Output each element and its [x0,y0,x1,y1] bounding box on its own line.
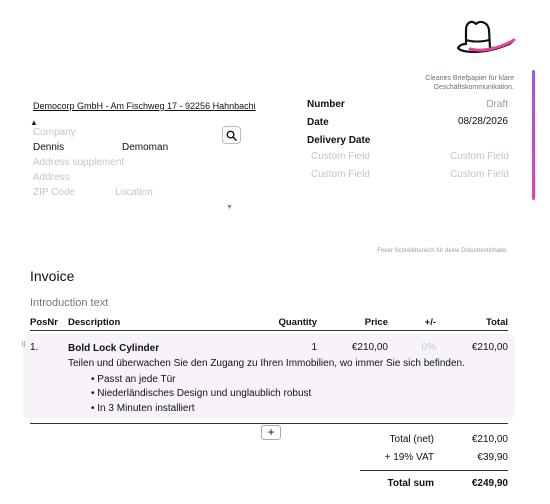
scrollbar[interactable] [532,70,535,200]
custom-field-value[interactable]: Custom Field [450,151,509,162]
introduction-text[interactable]: Introduction text [30,297,109,309]
column-header-discount: +/- [424,317,436,328]
address-field[interactable]: Address [33,172,70,183]
item-description[interactable]: Teilen und überwachen Sie den Zugang zu Ihren Immobilien, wo immer Sie sich befinden. [68,358,465,369]
total-net-value: €210,00 [471,434,508,445]
item-total: €210,00 [471,342,508,353]
vat-value: €39,90 [477,452,508,463]
item-bullet[interactable]: • Passt an jede Tür [91,374,176,385]
first-name-field[interactable]: Dennis [33,142,65,153]
table-header-divider [30,330,508,331]
delivery-date-label: Delivery Date [307,135,371,146]
total-net-label: Total (net) [389,434,434,445]
caret-down-icon[interactable]: ▼ [226,204,233,211]
brand-tagline: Cleanes Briefpapier für klare Geschäftskommunikation. [425,75,514,91]
item-bullet-text: Passt an jede Tür [97,374,176,385]
item-discount[interactable]: 0% [421,342,436,353]
number-value[interactable]: Draft [486,99,508,110]
vat-label: + 19% VAT [384,452,434,463]
custom-field-label[interactable]: Custom Field [311,169,370,180]
date-label: Date [307,117,329,128]
drag-handle-icon[interactable]: ⠿ [21,342,27,349]
totals-divider [360,470,508,471]
item-position: 1. [30,342,39,353]
search-button[interactable] [222,126,241,144]
custom-field-label[interactable]: Custom Field [311,151,370,162]
address-supplement-field[interactable]: Address supplement [33,157,125,168]
table-bottom-divider [30,423,508,424]
column-header-pos: PosNr [30,317,58,328]
total-sum-value: €249,90 [471,478,508,489]
item-quantity[interactable]: 1 [311,342,317,353]
zip-code-field[interactable]: ZIP Code [33,187,76,198]
free-text-hint[interactable]: Freier Schreibbereich für deine Dokumentinhalte. [377,248,508,254]
item-bullet-text: In 3 Minuten installiert [97,403,195,414]
sender-address-line[interactable]: Democorp GmbH - Am Fischweg 17 - 92256 Hahnbachi [33,101,256,111]
column-header-description: Description [68,317,121,328]
caret-up-icon[interactable]: ▲ [30,118,38,127]
location-field[interactable]: Location [115,187,153,198]
number-label: Number [307,99,345,110]
search-icon [226,130,237,141]
cowboy-hat-logo-icon [452,18,516,56]
item-bullet[interactable]: • Niederländisches Design und unglaublich robust [91,388,312,399]
column-header-price: Price [364,317,388,328]
document-title[interactable]: Invoice [30,268,75,284]
item-bullet[interactable]: • In 3 Minuten installiert [91,403,195,414]
add-row-button[interactable]: + [261,425,281,440]
company-field[interactable]: Company [33,127,76,138]
column-header-total: Total [486,317,508,328]
date-value[interactable]: 08/28/2026 [457,116,508,127]
total-sum-label: Total sum [387,478,434,489]
last-name-field[interactable]: Demoman [122,142,169,153]
column-header-quantity: Quantity [278,317,317,328]
item-price[interactable]: €210,00 [351,342,388,353]
item-bullet-text: Niederländisches Design und unglaublich robust [97,388,312,399]
custom-field-value[interactable]: Custom Field [450,169,509,180]
item-name[interactable]: Bold Lock Cylinder [68,343,160,354]
